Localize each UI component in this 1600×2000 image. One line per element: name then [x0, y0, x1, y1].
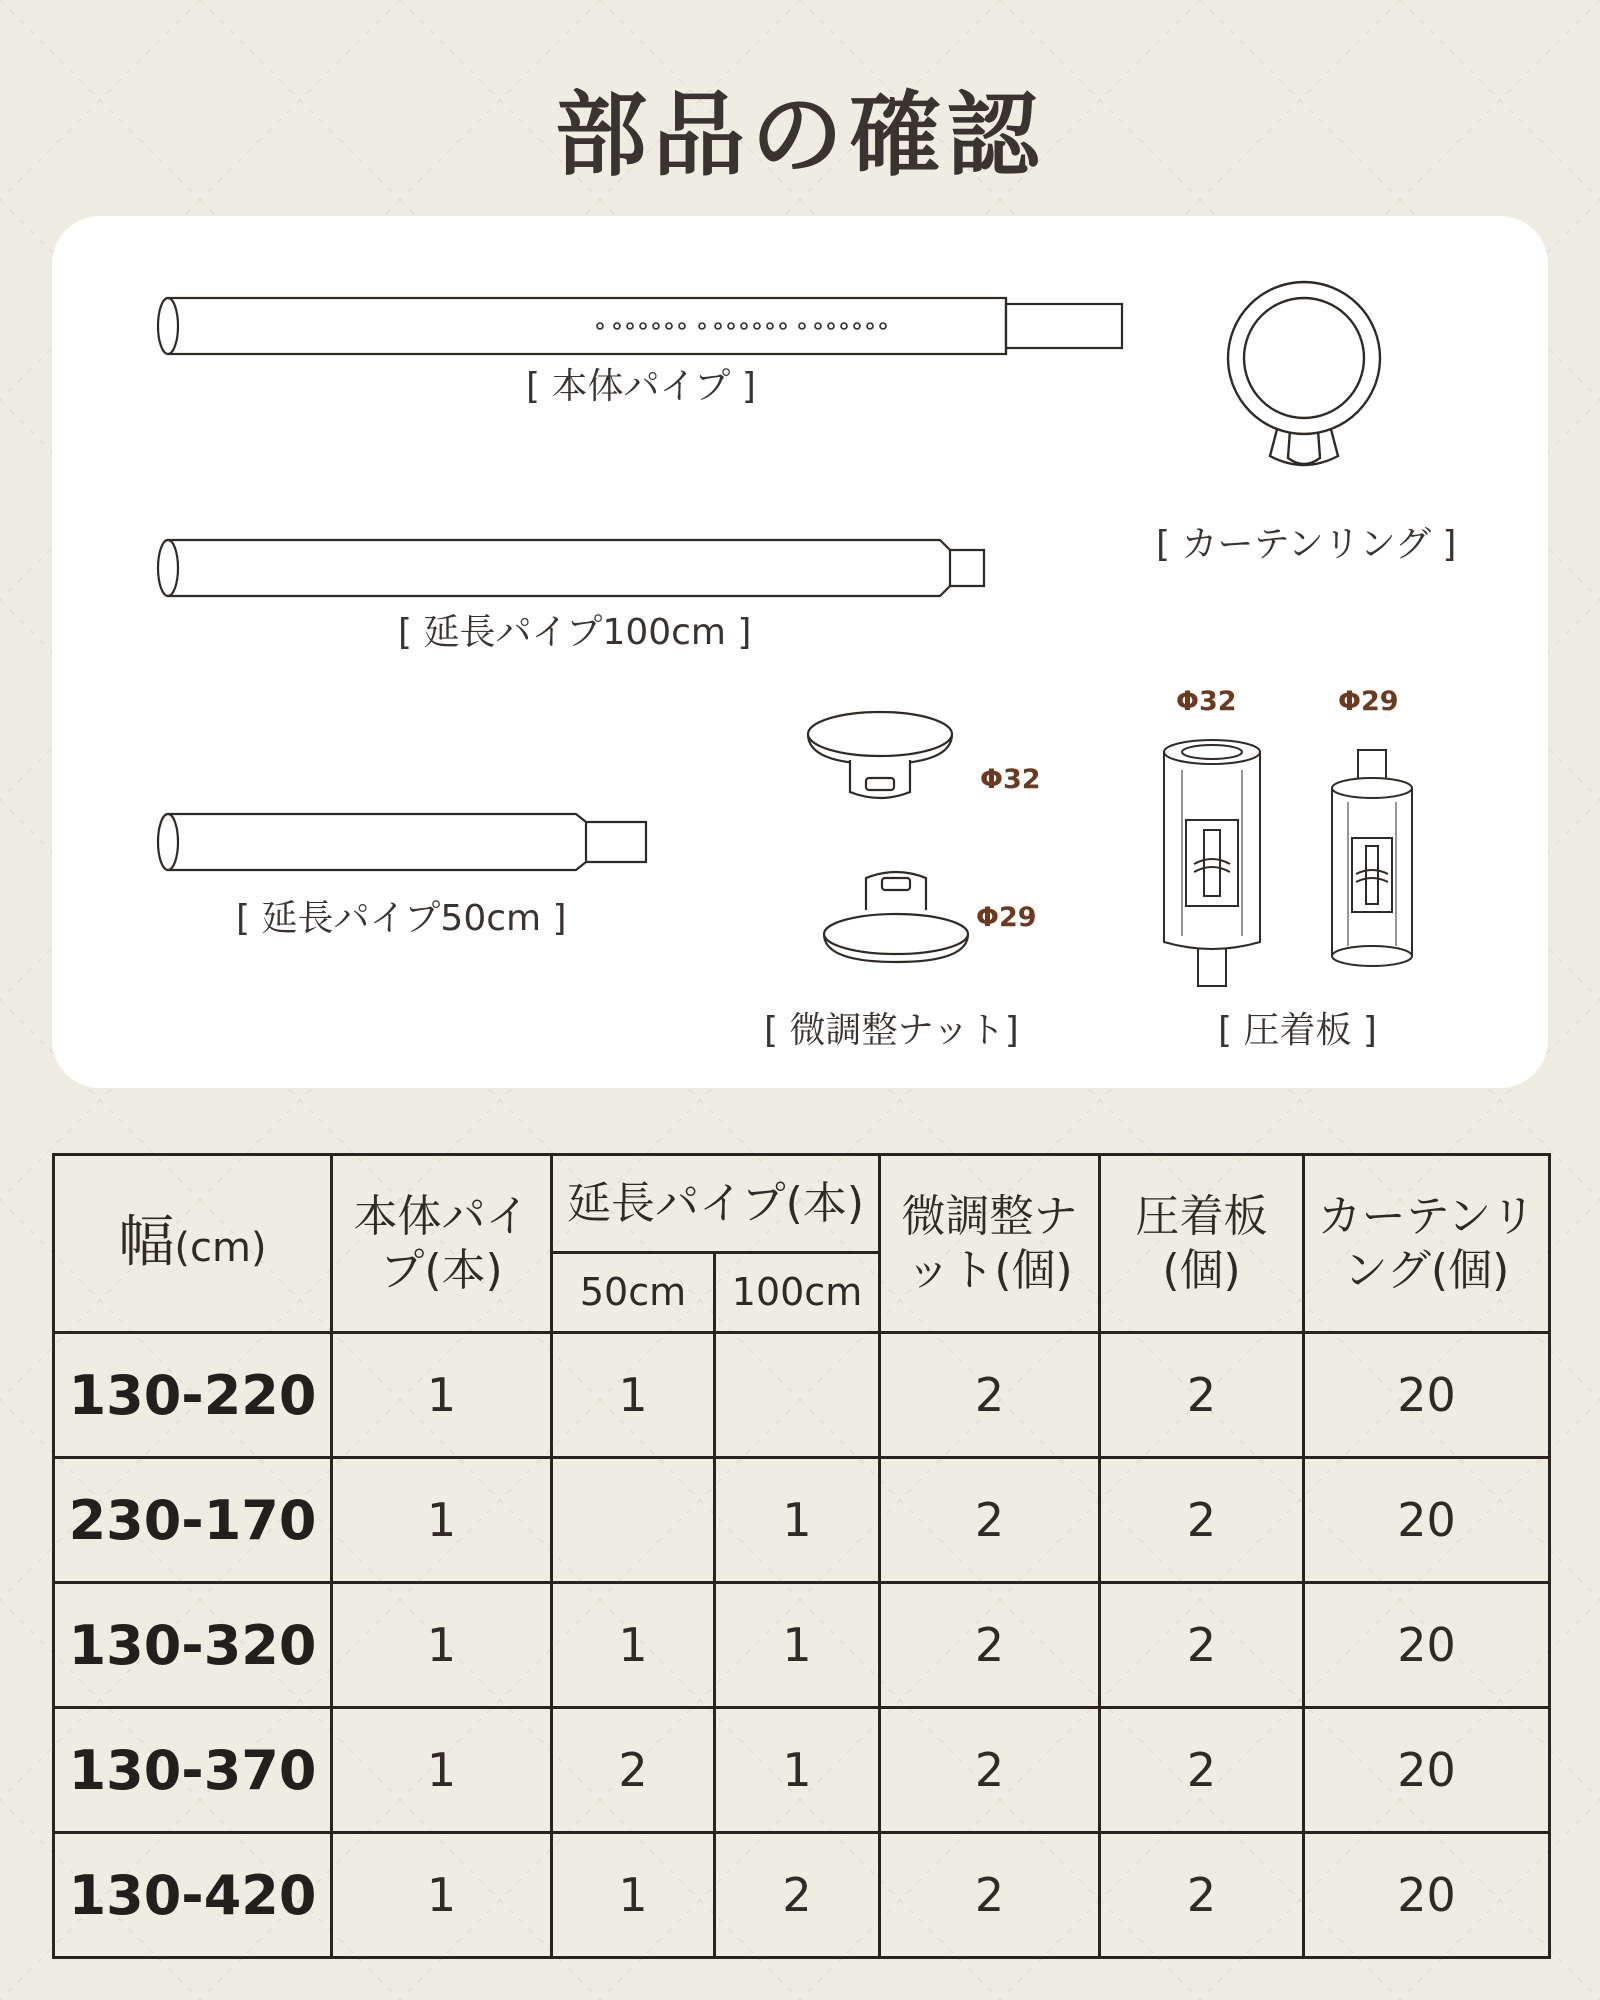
curtain-ring-illustration — [1224, 278, 1384, 488]
pressure-plate-size-left: Φ32 — [1176, 686, 1237, 717]
width-range-cell: 130-370 — [54, 1708, 332, 1833]
pressure-plate-size-right: Φ29 — [1338, 686, 1399, 717]
curtain-ring-label: [ カーテンリング ] — [1156, 524, 1457, 565]
adjust-nut-bottom-illustration — [816, 858, 976, 968]
pressure-plate-label: [ 圧着板 ] — [1218, 1010, 1377, 1051]
adjust-nut-size-bottom: Φ29 — [976, 902, 1037, 933]
table-row — [54, 1583, 1550, 1708]
ext-100-count: 1 — [715, 1708, 880, 1833]
extension-pipe-100-label: [ 延長パイプ100cm ] — [398, 612, 752, 653]
header-ext-50: 50cm — [552, 1253, 715, 1333]
main-pipe-illustration — [152, 280, 1172, 370]
main-pipe-count: 1 — [332, 1708, 552, 1833]
curtain-ring-count: 20 — [1304, 1333, 1550, 1458]
table-row — [54, 1708, 1550, 1833]
curtain-ring-count: 20 — [1304, 1708, 1550, 1833]
adjust-nut-count: 2 — [880, 1458, 1100, 1583]
pressure-plate-count: 2 — [1100, 1333, 1304, 1458]
ext-50-count: 1 — [552, 1333, 715, 1458]
header-width: 幅(cm) — [54, 1155, 332, 1333]
ext-50-count: 1 — [552, 1583, 715, 1708]
adjust-nut-label: [ 微調整ナット] — [764, 1010, 1019, 1051]
header-extension-pipe: 延長パイプ(本) — [552, 1155, 880, 1253]
parts-quantity-table — [52, 1153, 1551, 1959]
adjust-nut-top-illustration — [800, 704, 960, 814]
header-adjust-nut: 微調整ナ ット(個) — [880, 1155, 1100, 1333]
width-range-cell: 130-320 — [54, 1583, 332, 1708]
header-main-pipe: 本体パイ プ(本) — [332, 1155, 552, 1333]
page-title: 部品の確認 — [554, 81, 1045, 189]
main-pipe-count: 1 — [332, 1583, 552, 1708]
table-row — [54, 1833, 1550, 1958]
ext-100-count: 1 — [715, 1458, 880, 1583]
table-row — [54, 1333, 1550, 1458]
extension-pipe-50-label: [ 延長パイプ50cm ] — [236, 898, 567, 939]
header-ext-100: 100cm — [715, 1253, 880, 1333]
ext-100-count: 1 — [715, 1583, 880, 1708]
main-pipe-count: 1 — [332, 1333, 552, 1458]
width-range-cell: 130-220 — [54, 1333, 332, 1458]
main-pipe-label: [ 本体パイプ ] — [526, 366, 756, 407]
extension-pipe-50-illustration — [152, 796, 652, 886]
curtain-ring-count: 20 — [1304, 1833, 1550, 1958]
width-range-cell: 130-420 — [54, 1833, 332, 1958]
adjust-nut-count: 2 — [880, 1583, 1100, 1708]
pressure-plate-count: 2 — [1100, 1458, 1304, 1583]
ext-100-count — [715, 1333, 880, 1458]
main-pipe-count: 1 — [332, 1458, 552, 1583]
ext-50-count: 1 — [552, 1833, 715, 1958]
parts-card — [52, 216, 1548, 1088]
adjust-nut-size-top: Φ32 — [980, 764, 1041, 795]
pressure-plate-small-illustration — [1322, 742, 1422, 982]
pressure-plate-large-illustration — [1152, 730, 1272, 1000]
header-curtain-ring: カーテンリ ング(個) — [1304, 1155, 1550, 1333]
ext-50-count — [552, 1458, 715, 1583]
curtain-ring-count: 20 — [1304, 1583, 1550, 1708]
pressure-plate-count: 2 — [1100, 1583, 1304, 1708]
adjust-nut-count: 2 — [880, 1333, 1100, 1458]
main-pipe-count: 1 — [332, 1833, 552, 1958]
adjust-nut-count: 2 — [880, 1833, 1100, 1958]
pressure-plate-count: 2 — [1100, 1708, 1304, 1833]
ext-100-count: 2 — [715, 1833, 880, 1958]
header-pressure-plate: 圧着板 (個) — [1100, 1155, 1304, 1333]
pressure-plate-count: 2 — [1100, 1833, 1304, 1958]
adjust-nut-count: 2 — [880, 1708, 1100, 1833]
table-row — [54, 1458, 1550, 1583]
extension-pipe-100-illustration — [152, 522, 1052, 612]
curtain-ring-count: 20 — [1304, 1458, 1550, 1583]
width-range-cell: 230-170 — [54, 1458, 332, 1583]
ext-50-count: 2 — [552, 1708, 715, 1833]
